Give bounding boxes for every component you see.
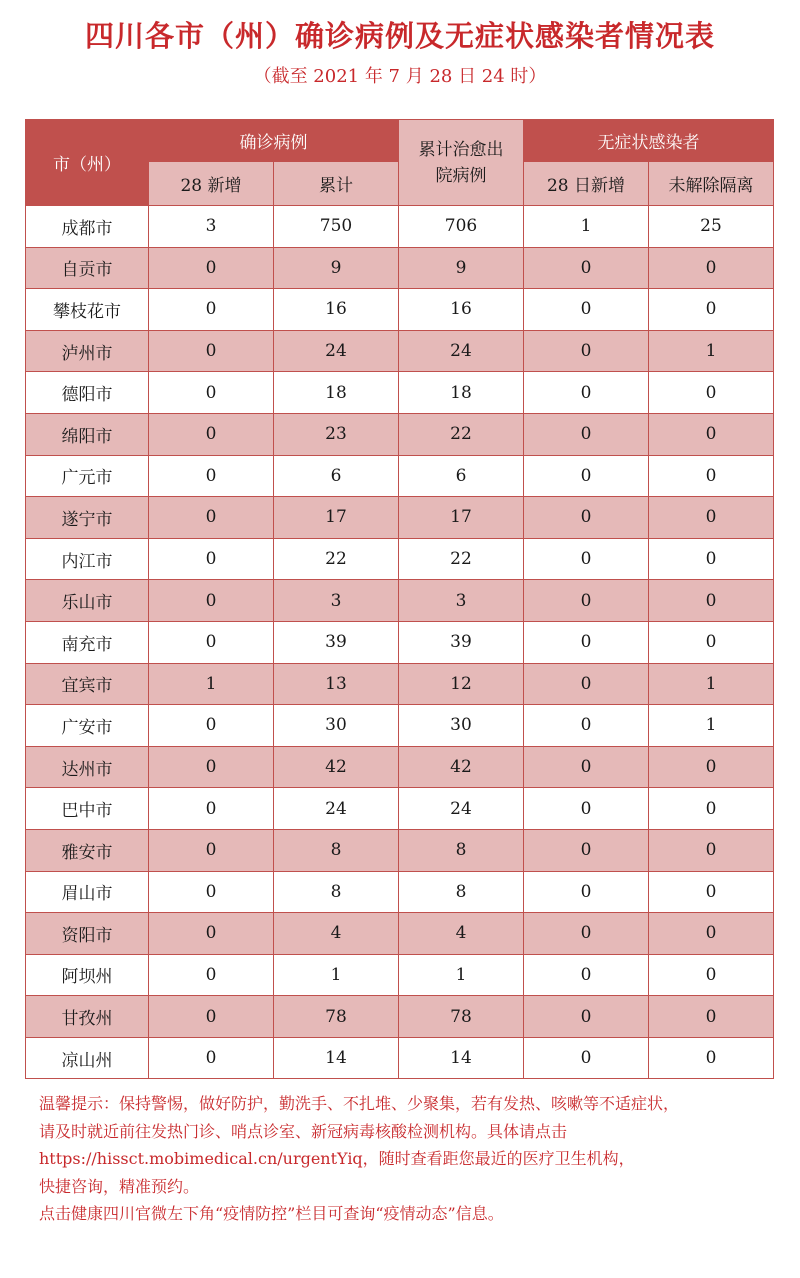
- cell-new: 0: [149, 871, 274, 913]
- cell-asym-new: 0: [524, 913, 649, 955]
- cell-asym-new: 0: [524, 289, 649, 331]
- cell-total: 42: [274, 746, 399, 788]
- table-row: [26, 1037, 774, 1079]
- cell-new: 0: [149, 829, 274, 871]
- table-row: [26, 788, 774, 830]
- cell-asym-isolated: 0: [649, 247, 774, 289]
- cell-total: 14: [274, 1037, 399, 1079]
- cell-total: 8: [274, 871, 399, 913]
- cell-city: 宜宾市: [26, 663, 149, 705]
- cell-total: 13: [274, 663, 399, 705]
- cell-discharged: 9: [399, 247, 524, 289]
- cell-asym-new: 0: [524, 954, 649, 996]
- cell-total: 17: [274, 497, 399, 539]
- cell-total: 750: [274, 206, 399, 248]
- cell-discharged: 17: [399, 497, 524, 539]
- cell-new: 0: [149, 247, 274, 289]
- header-city: 市（州）: [26, 120, 149, 206]
- cell-asym-isolated: 1: [649, 705, 774, 747]
- cell-total: 6: [274, 455, 399, 497]
- cell-discharged: 8: [399, 871, 524, 913]
- cell-city: 广安市: [26, 705, 149, 747]
- cell-asym-isolated: 0: [649, 829, 774, 871]
- header-discharged-label: 累计治愈出院病例: [418, 139, 504, 186]
- cell-city: 泸州市: [26, 330, 149, 372]
- cell-total: 16: [274, 289, 399, 331]
- cell-new: 1: [149, 663, 274, 705]
- cell-discharged: 78: [399, 996, 524, 1038]
- note-line: 请及时就近前往发热门诊、哨点诊室、新冠病毒核酸检测机构。具体请点击: [39, 1121, 568, 1141]
- cell-discharged: 16: [399, 289, 524, 331]
- cell-city: 甘孜州: [26, 996, 149, 1038]
- cell-discharged: 8: [399, 829, 524, 871]
- cell-discharged: 30: [399, 705, 524, 747]
- table-body: [26, 206, 774, 1079]
- note-line: 温馨提示：保持警惕，做好防护，勤洗手、不扎堆、少聚集，若有发热、咳嗽等不适症状，: [39, 1094, 680, 1113]
- cell-new: 0: [149, 413, 274, 455]
- cell-asym-isolated: 0: [649, 413, 774, 455]
- cell-new: 0: [149, 538, 274, 580]
- header-confirmed-total: 累计: [274, 162, 399, 206]
- cell-new: 3: [149, 206, 274, 248]
- table-row: [26, 913, 774, 955]
- cell-new: 0: [149, 621, 274, 663]
- table-row: [26, 871, 774, 913]
- cell-city: 雅安市: [26, 829, 149, 871]
- cell-asym-isolated: 0: [649, 1037, 774, 1079]
- cell-discharged: 4: [399, 913, 524, 955]
- cell-total: 4: [274, 913, 399, 955]
- cell-new: 0: [149, 455, 274, 497]
- cell-city: 攀枝花市: [26, 289, 149, 331]
- table-row: [26, 580, 774, 622]
- cell-total: 78: [274, 996, 399, 1038]
- cell-discharged: 1: [399, 954, 524, 996]
- cell-discharged: 22: [399, 538, 524, 580]
- cell-discharged: 39: [399, 621, 524, 663]
- cell-asym-new: 0: [524, 621, 649, 663]
- cell-asym-isolated: 0: [649, 580, 774, 622]
- cell-asym-new: 0: [524, 455, 649, 497]
- cell-new: 0: [149, 330, 274, 372]
- table-row: [26, 372, 774, 414]
- cell-asym-isolated: 0: [649, 289, 774, 331]
- cell-asym-new: 0: [524, 996, 649, 1038]
- cell-asym-isolated: 0: [649, 621, 774, 663]
- cell-discharged: 22: [399, 413, 524, 455]
- cell-asym-new: 1: [524, 206, 649, 248]
- cell-discharged: 706: [399, 206, 524, 248]
- cell-city: 巴中市: [26, 788, 149, 830]
- page-title: 四川各市（州）确诊病例及无症状感染者情况表: [84, 19, 715, 53]
- cell-new: 0: [149, 788, 274, 830]
- cell-new: 0: [149, 996, 274, 1038]
- cell-city: 乐山市: [26, 580, 149, 622]
- cell-total: 8: [274, 829, 399, 871]
- cell-discharged: 3: [399, 580, 524, 622]
- cell-new: 0: [149, 746, 274, 788]
- table-row: [26, 455, 774, 497]
- cell-discharged: 18: [399, 372, 524, 414]
- cell-asym-new: 0: [524, 372, 649, 414]
- table-row: [26, 413, 774, 455]
- cell-total: 24: [274, 788, 399, 830]
- cell-total: 24: [274, 330, 399, 372]
- cell-asym-isolated: 0: [649, 954, 774, 996]
- cell-asym-isolated: 0: [649, 497, 774, 539]
- header-confirmed-group: 确诊病例: [149, 120, 399, 162]
- note-line: 快捷咨询，精准预约。: [39, 1176, 200, 1196]
- cell-discharged: 12: [399, 663, 524, 705]
- cell-asym-new: 0: [524, 497, 649, 539]
- table-row: [26, 829, 774, 871]
- cell-asym-new: 0: [524, 247, 649, 289]
- cell-asym-isolated: 0: [649, 455, 774, 497]
- cell-new: 0: [149, 289, 274, 331]
- table-row: [26, 663, 774, 705]
- cell-asym-isolated: 25: [649, 206, 774, 248]
- notes-section: [39, 1090, 779, 1228]
- header-discharged: [399, 120, 524, 206]
- cell-city: 资阳市: [26, 913, 149, 955]
- cell-asym-new: 0: [524, 1037, 649, 1079]
- cell-discharged: 24: [399, 330, 524, 372]
- table-row: [26, 996, 774, 1038]
- cell-new: 0: [149, 705, 274, 747]
- cell-new: 0: [149, 954, 274, 996]
- cell-city: 阿坝州: [26, 954, 149, 996]
- cell-total: 9: [274, 247, 399, 289]
- cell-asym-new: 0: [524, 829, 649, 871]
- cell-total: 23: [274, 413, 399, 455]
- cell-asym-new: 0: [524, 580, 649, 622]
- cell-city: 绵阳市: [26, 413, 149, 455]
- header-asym-isolated: 未解除隔离: [649, 162, 774, 206]
- cell-discharged: 6: [399, 455, 524, 497]
- cell-new: 0: [149, 497, 274, 539]
- cell-total: 18: [274, 372, 399, 414]
- cell-total: 3: [274, 580, 399, 622]
- cell-new: 0: [149, 580, 274, 622]
- cell-new: 0: [149, 372, 274, 414]
- header-asymptomatic-group: 无症状感染者: [524, 120, 774, 162]
- cell-asym-isolated: 0: [649, 996, 774, 1038]
- note-link-line[interactable]: https://hissct.mobimedical.cn/urgentYiq，随时查看距您最近的医疗卫生机构，: [39, 1149, 635, 1168]
- cell-city: 凉山州: [26, 1037, 149, 1079]
- cell-asym-isolated: 0: [649, 913, 774, 955]
- cell-total: 39: [274, 621, 399, 663]
- cell-city: 自贡市: [26, 247, 149, 289]
- cell-asym-isolated: 1: [649, 663, 774, 705]
- cell-asym-isolated: 0: [649, 788, 774, 830]
- cell-city: 成都市: [26, 206, 149, 248]
- cell-discharged: 14: [399, 1037, 524, 1079]
- cell-city: 遂宁市: [26, 497, 149, 539]
- cell-asym-new: 0: [524, 746, 649, 788]
- cell-discharged: 42: [399, 746, 524, 788]
- cell-asym-isolated: 1: [649, 330, 774, 372]
- cell-asym-new: 0: [524, 788, 649, 830]
- table-row: [26, 247, 774, 289]
- cell-discharged: 24: [399, 788, 524, 830]
- table-row: [26, 621, 774, 663]
- cell-total: 30: [274, 705, 399, 747]
- cell-asym-new: 0: [524, 871, 649, 913]
- cell-total: 22: [274, 538, 399, 580]
- cell-asym-new: 0: [524, 705, 649, 747]
- cell-city: 广元市: [26, 455, 149, 497]
- cell-asym-new: 0: [524, 538, 649, 580]
- table-row: [26, 538, 774, 580]
- table-row: [26, 330, 774, 372]
- cell-city: 德阳市: [26, 372, 149, 414]
- table-row: [26, 289, 774, 331]
- cell-asym-new: 0: [524, 663, 649, 705]
- header-asym-new: 28 日新增: [524, 162, 649, 206]
- table-row: [26, 746, 774, 788]
- cell-city: 南充市: [26, 621, 149, 663]
- cell-asym-isolated: 0: [649, 746, 774, 788]
- header-confirmed-new: 28 新增: [149, 162, 274, 206]
- cell-new: 0: [149, 913, 274, 955]
- cell-city: 达州市: [26, 746, 149, 788]
- statistics-table: [25, 119, 774, 1079]
- cell-total: 1: [274, 954, 399, 996]
- cell-asym-isolated: 0: [649, 871, 774, 913]
- cell-asym-new: 0: [524, 413, 649, 455]
- table-row: [26, 497, 774, 539]
- cell-asym-isolated: 0: [649, 372, 774, 414]
- table-row: [26, 705, 774, 747]
- page-subtitle: （截至 2021 年 7 月 28 日 24 时）: [253, 66, 547, 87]
- note-line: 点击健康四川官微左下角“疫情防控”栏目可查询“疫情动态”信息。: [39, 1204, 504, 1223]
- cell-asym-isolated: 0: [649, 538, 774, 580]
- table-row: [26, 954, 774, 996]
- cell-city: 内江市: [26, 538, 149, 580]
- cell-new: 0: [149, 1037, 274, 1079]
- cell-city: 眉山市: [26, 871, 149, 913]
- cell-asym-new: 0: [524, 330, 649, 372]
- table-row: [26, 206, 774, 248]
